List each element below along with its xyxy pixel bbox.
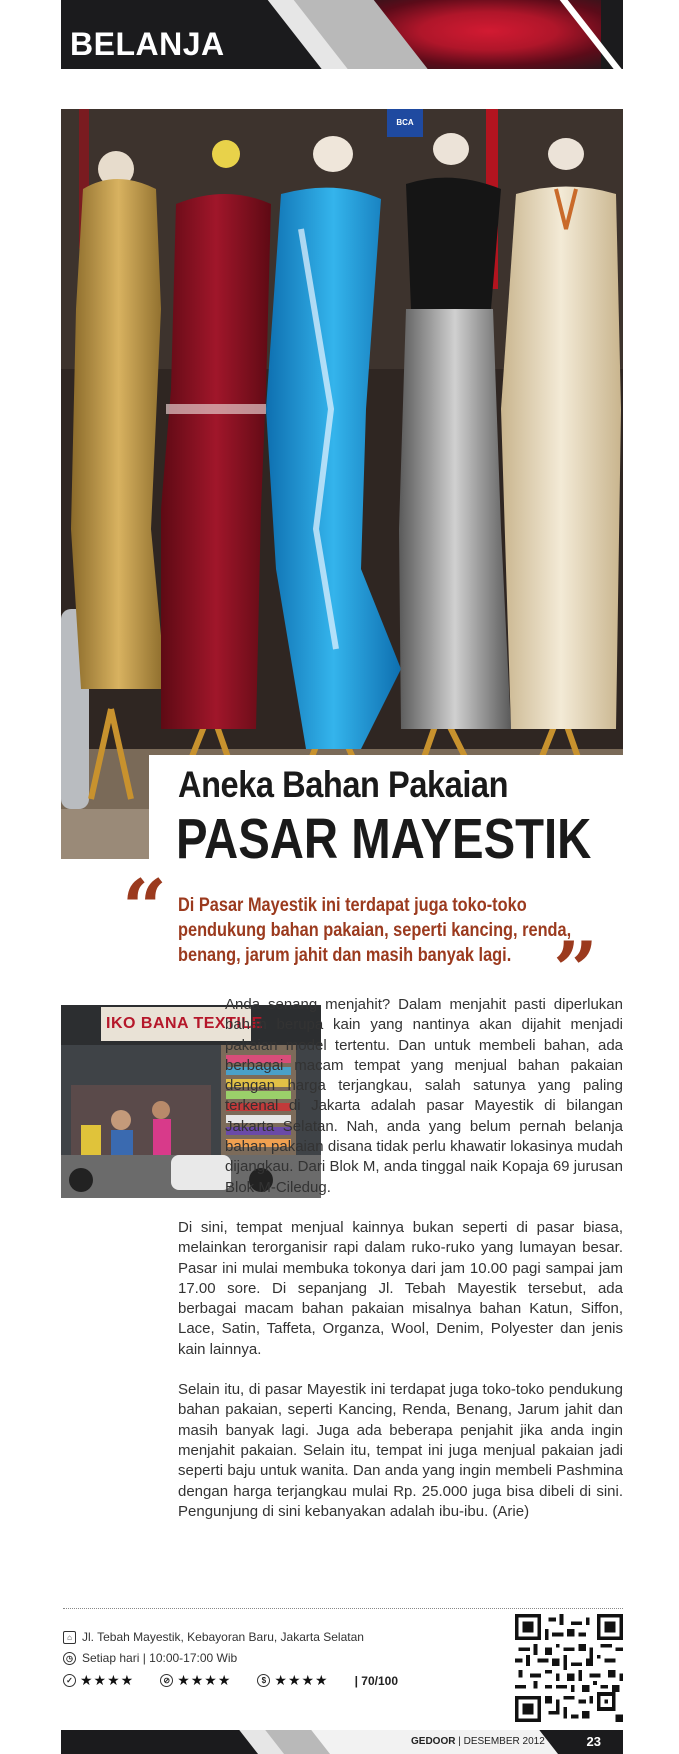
page-number: 23 [586,1734,601,1749]
no-icon: ⊘ [160,1674,173,1687]
bca-sign: BCA [387,109,423,137]
article-subtitle: Aneka Bahan Pakaian [178,764,509,805]
section-banner [61,0,623,69]
divider [63,1608,623,1609]
address-row [63,1630,364,1644]
publication-info [411,1736,545,1747]
paragraph-text: Anda senang menjahit? Dalam menjahit pasti diperlukan bahan berupa kain yang nantinya akan dijahit menjadi pakaian model tertentu. Dan untuk membeli bahan, ada berbagai macam tempat yang menjual bahan pakaian dengan harga terjangkau, salah satunya yang paling terkenal di Jakarta adalah pasar Mayestik di bilangan Jakarta Selatan. Nah, anda yang belum pernah belanja bahan pakaian disana tidak perlu khawatir lokasinya mudah dijangkau. Dari Blok M, anda tinggal naik Kopaja 69 jurusan Blok M-Ciledug. [225,996,623,1196]
article-body [178,995,623,1542]
paragraph: Selain itu, di pasar Mayestik ini terdapat juga toko-toko pendukung bahan pakaian, seperti Kancing, Renda, Benang, Jarum jahit dan masih banyak lagi. Juga ada beberapa penjahit jika anda ingin menjahit pakaian. Selain itu, tempat ini juga menjual pakaian jadi seperti baju untuk wanita. Dan anda yang ingin membeli Pashmina dengan harga terjangkau mulai Rp. 25.000 juga bisa dibeli di sini. Pengunjung di sini kebanyakan adalah ibu-ibu. (Arie) [178,1381,623,1520]
publication-name: GEDOOR [411,1736,456,1747]
shop-sign: IKO BANA TEXTILE [106,1015,263,1032]
rating-row [63,1672,398,1689]
store-icon: ⌂ [63,1631,76,1644]
rating-stars: ★★★★ [177,1672,232,1688]
rating-group [160,1672,231,1689]
open-quote-icon: “ [122,863,167,954]
section-label: BELANJA [70,26,225,62]
close-quote-icon: ” [553,925,598,1016]
rating-stars: ★★★★ [80,1672,135,1688]
article-title: PASAR MAYESTIK [176,807,592,871]
address: Jl. Tebah Mayestik, Kebayoran Baru, Jakarta Selatan [82,1630,364,1644]
clock-icon: ◷ [63,1652,76,1665]
hero-photo-gowns [61,109,623,859]
qr-code[interactable] [515,1614,623,1722]
paragraph: Di sini, tempat menjual kainnya bukan seperti di pasar biasa, melainkan terorganisir rapi dalam ruko-ruko yang lumayan besar. Pasar ini mulai membuka tokonya dari jam 10.00 pagi sampai jam 17.00 sore. Di sepanjang Jl. Tebah Mayestik tersebut, ada berbagai macam bahan pakaian misalnya bahan Katun, Siffon, Lace, Satin, Taffeta, Organza, Wool, Denim, Polyester dan jenis kain lainnya. [178,1218,623,1358]
text-wrap-space [61,995,225,1195]
rating-group [63,1672,134,1689]
score: | 70/100 [354,1673,399,1688]
issue-date: | DESEMBER 2012 [455,1736,545,1747]
dollar-icon: $ [257,1674,270,1687]
thumb-icon: ✓ [63,1674,76,1687]
footer-bar [61,1730,623,1754]
opening-hours: Setiap hari | 10:00-17:00 Wib [82,1651,238,1665]
rating-group [257,1672,328,1689]
gowns-illustration [61,109,623,859]
hours-row [63,1651,237,1665]
pull-quote: Di Pasar Mayestik ini terdapat juga toko-toko pendukung bahan pakaian, seperti kancing, renda, benang, jarum jahit dan masih banyak lagi. [178,895,572,966]
rating-stars: ★★★★ [274,1672,329,1688]
paragraph [178,995,623,1198]
